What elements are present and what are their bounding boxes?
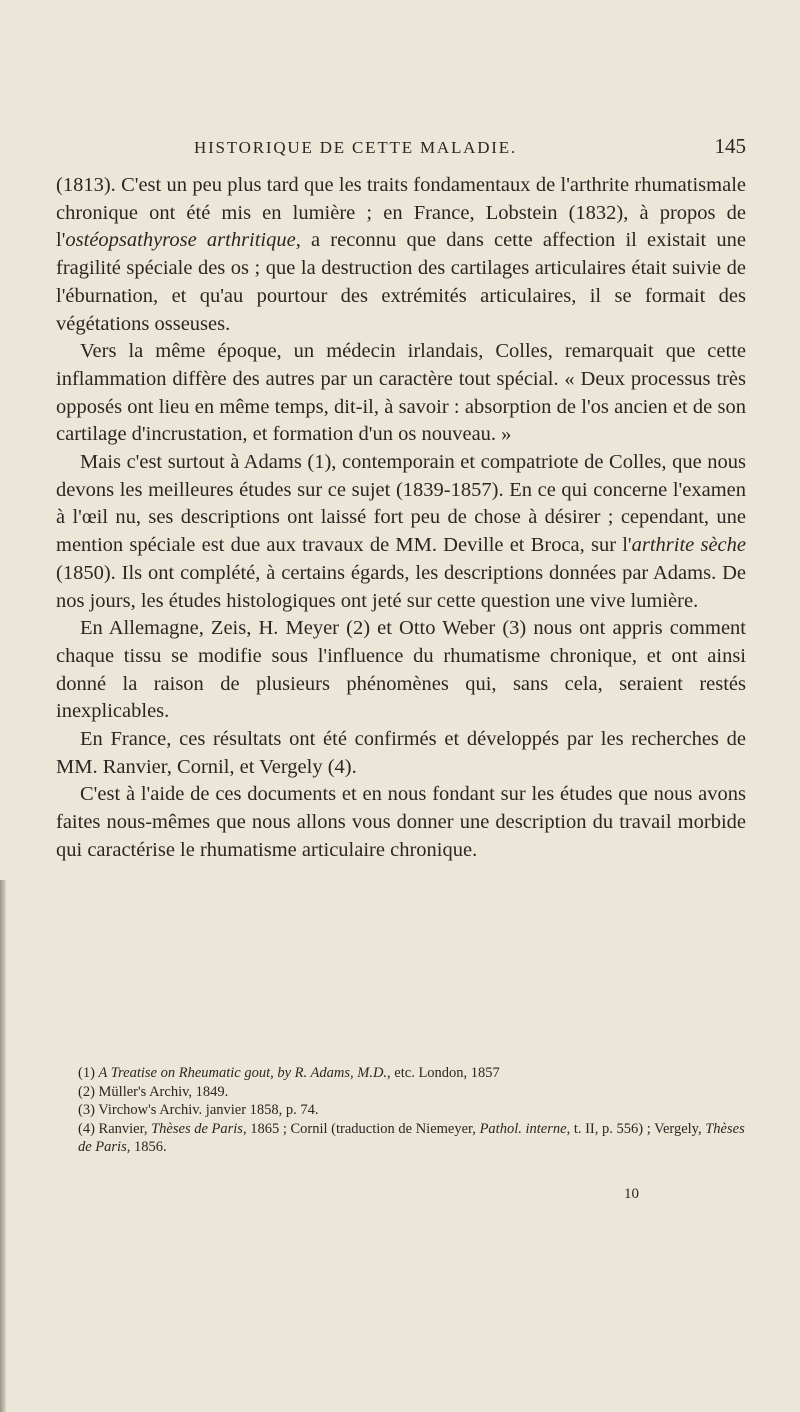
footnotes bbox=[78, 1064, 746, 1157]
paragraph bbox=[56, 726, 746, 781]
italic-text: ostéopsathyrose arthritique bbox=[65, 229, 296, 252]
italic-text: A Treatise on Rheumatic gout, by R. Adams, M.D. bbox=[98, 1065, 388, 1081]
italic-text: Thèses de Paris bbox=[78, 1120, 745, 1156]
footnote bbox=[78, 1064, 746, 1083]
footnote bbox=[78, 1120, 746, 1157]
text-run: (3) Virchow's Archiv. janvier 1858, p. 74. bbox=[78, 1102, 319, 1119]
text-run: (2) Müller's Archiv, 1849. bbox=[78, 1083, 229, 1100]
text-run: , 1856. bbox=[126, 1139, 167, 1156]
text-run: Vers la même époque, un médecin irlandais, Colles, remarquait que cette inflammation diffère des autres par un caractère tout spécial. « Deux processus très opposés ont lieu en même temps, dit-il, à savoir : absorption de l'os ancien et de son cartilage d'incrustation, et formation d'un os nouveau. » bbox=[56, 340, 746, 446]
text-run: , a reconnu que dans cette affection il existait une fragilité spéciale des os ; que la destruction des cartilages articulaires était suivie de l'éburnation, et qu'au pourtour des extrémités articulaires, il se formait des végétations osseuses. bbox=[56, 229, 746, 335]
footnote bbox=[78, 1083, 746, 1102]
text-run: , t. II, p. 556) ; Vergely, bbox=[566, 1120, 706, 1137]
text-run: (1) bbox=[78, 1065, 99, 1081]
text-run: Mais c'est surtout à Adams (1), contemporain et compatriote de Colles, que nous devons les meilleures études sur ce sujet (1839-1857). En ce qui concerne l'examen à l'œil nu, ses descriptions ont laissé fort peu de chose à désirer ; cependant, une mention spéciale est due aux travaux de MM. Deville et Broca, sur l' bbox=[56, 451, 746, 557]
paragraph bbox=[56, 615, 746, 726]
paragraph bbox=[56, 172, 746, 338]
paragraph bbox=[56, 449, 746, 615]
running-head: HISTORIQUE DE CETTE MALADIE. bbox=[194, 138, 517, 157]
paragraph bbox=[56, 338, 746, 449]
page-edge-shadow bbox=[0, 880, 6, 1412]
footnote bbox=[78, 1101, 746, 1120]
italic-text: arthrite sèche bbox=[631, 534, 746, 557]
page-header bbox=[56, 134, 746, 164]
italic-text: Thèses de Paris bbox=[151, 1120, 243, 1137]
text-run: , 1865 ; Cornil (traduction de Niemeyer, bbox=[242, 1120, 480, 1137]
text-run: (4) Ranvier, bbox=[78, 1120, 152, 1137]
page-number: 145 bbox=[714, 134, 746, 158]
body-text bbox=[56, 172, 746, 865]
text-run: (1813). C'est un peu plus tard que les traits fondamentaux de l'arthrite rhumatismale chronique ont été mis en lumière ; en France, Lobstein (1832), à propos de l' bbox=[56, 174, 746, 252]
paragraph bbox=[56, 781, 746, 864]
text-run: (1850). Ils ont complété, à certains égards, les descriptions données par Adams. De nos jours, les études histologiques ont jeté sur cette question une vive lumière. bbox=[56, 561, 746, 612]
text-run: C'est à l'aide de ces documents et en nous fondant sur les études que nous avons faites nous-mêmes que nous allons vous donner une description du travail morbide qui caractérise le rhumatisme articulaire chronique. bbox=[56, 783, 746, 861]
text-run: En France, ces résultats ont été confirmés et développés par les recherches de MM. Ranvier, Cornil, et Vergely (4). bbox=[56, 728, 746, 778]
signature-mark: 10 bbox=[624, 1186, 639, 1202]
text-run: En Allemagne, Zeis, H. Meyer (2) et Otto Weber (3) nous ont appris comment chaque tissu se modifie sous l'influence du rhumatisme chronique, et ont ainsi donné la raison de plusieurs phénomènes qui, sans cela, seraient restés inexplicables. bbox=[56, 617, 746, 723]
italic-text: Pathol. interne bbox=[479, 1120, 567, 1137]
text-run: , etc. London, 1857 bbox=[387, 1065, 500, 1081]
